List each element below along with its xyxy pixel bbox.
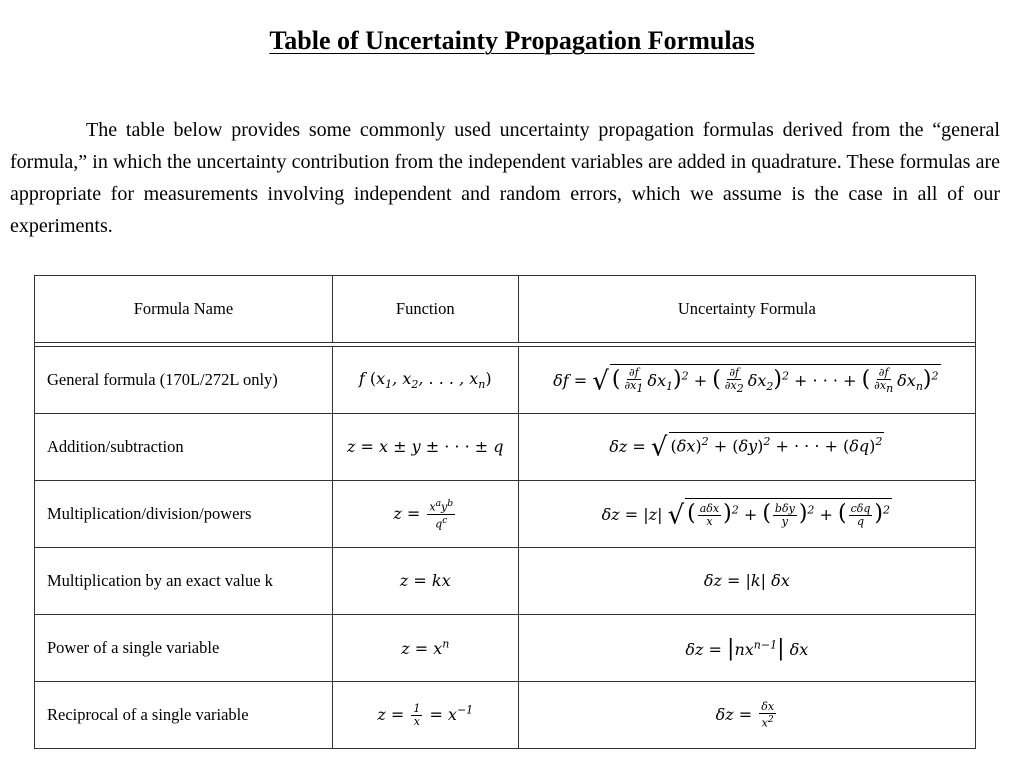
table-header-row — [35, 276, 976, 343]
row-uncertainty-formula: δf = √ ( $\frac{\partial f}{\partial x1}$ $\delta x_1)^2$ + ( $\frac{\partial f}{\partial x2}$ $\delta x_2)^2$ + · · · + ( $\frac{\partial f}{\partial xn}$ $\delta x_n)^2$ — [518, 347, 975, 414]
row-uncertainty-formula: $\delta z = |nx^{n-1}|$ δx — [518, 615, 975, 682]
row-name: Multiplication by an exact value k — [35, 548, 333, 615]
row-function: $z = x^n$ — [332, 615, 518, 682]
formula-table — [34, 275, 976, 749]
table-row — [35, 414, 976, 481]
page-title-text: Table of Uncertainty Propagation Formulas — [269, 26, 755, 55]
row-name: General formula (170L/272L only) — [35, 347, 333, 414]
table-row — [35, 615, 976, 682]
page-title — [0, 26, 1024, 56]
intro-paragraph: The table below provides some commonly used uncertainty propagation formulas derived from the “general formula,” in which the uncertainty contribution from the independent variables are added in quadrature. These formulas are appropriate for measurements involving independent and random errors, which we assume is the case in all of our experiments. — [10, 119, 1000, 237]
row-name: Reciprocal of a single variable — [35, 682, 333, 749]
row-function: z = x ± y ± · · · ± q — [332, 414, 518, 481]
header-function: Function — [332, 276, 518, 343]
table-row — [35, 548, 976, 615]
row-uncertainty-formula: δz = √ $(\delta x)^2 + (\delta y)^2$ + · · · + $(\delta q)^2$ — [518, 414, 975, 481]
row-uncertainty-formula: δz = |k| δx — [518, 548, 975, 615]
row-name: Multiplication/division/powers — [35, 481, 333, 548]
header-uncertainty-formula: Uncertainty Formula — [518, 276, 975, 343]
row-uncertainty-formula: δz = $\frac{\delta x}{x^2}$ — [518, 682, 975, 749]
header-formula-name: Formula Name — [35, 276, 333, 343]
row-function: z = $\frac{x^ay^b}{q^c}$ — [332, 481, 518, 548]
row-function: f ($x_1$, $x_2$, . . . , $x_n$) — [332, 347, 518, 414]
row-uncertainty-formula: δz = |z| √ ( $\frac{\text{aδx}}{x}$ )$^2$ + ( $\frac{\text{bδy}}{y}$ )$^2$ + ( $\frac{\text{cδq}}{q}$ )$^2$ — [518, 481, 975, 548]
table-row — [35, 481, 976, 548]
row-name: Power of a single variable — [35, 615, 333, 682]
table-row — [35, 347, 976, 414]
table-row — [35, 682, 976, 749]
row-function: z = $\frac{1}{x}$ = $x^{-1}$ — [332, 682, 518, 749]
row-function: z = kx — [332, 548, 518, 615]
row-name: Addition/subtraction — [35, 414, 333, 481]
